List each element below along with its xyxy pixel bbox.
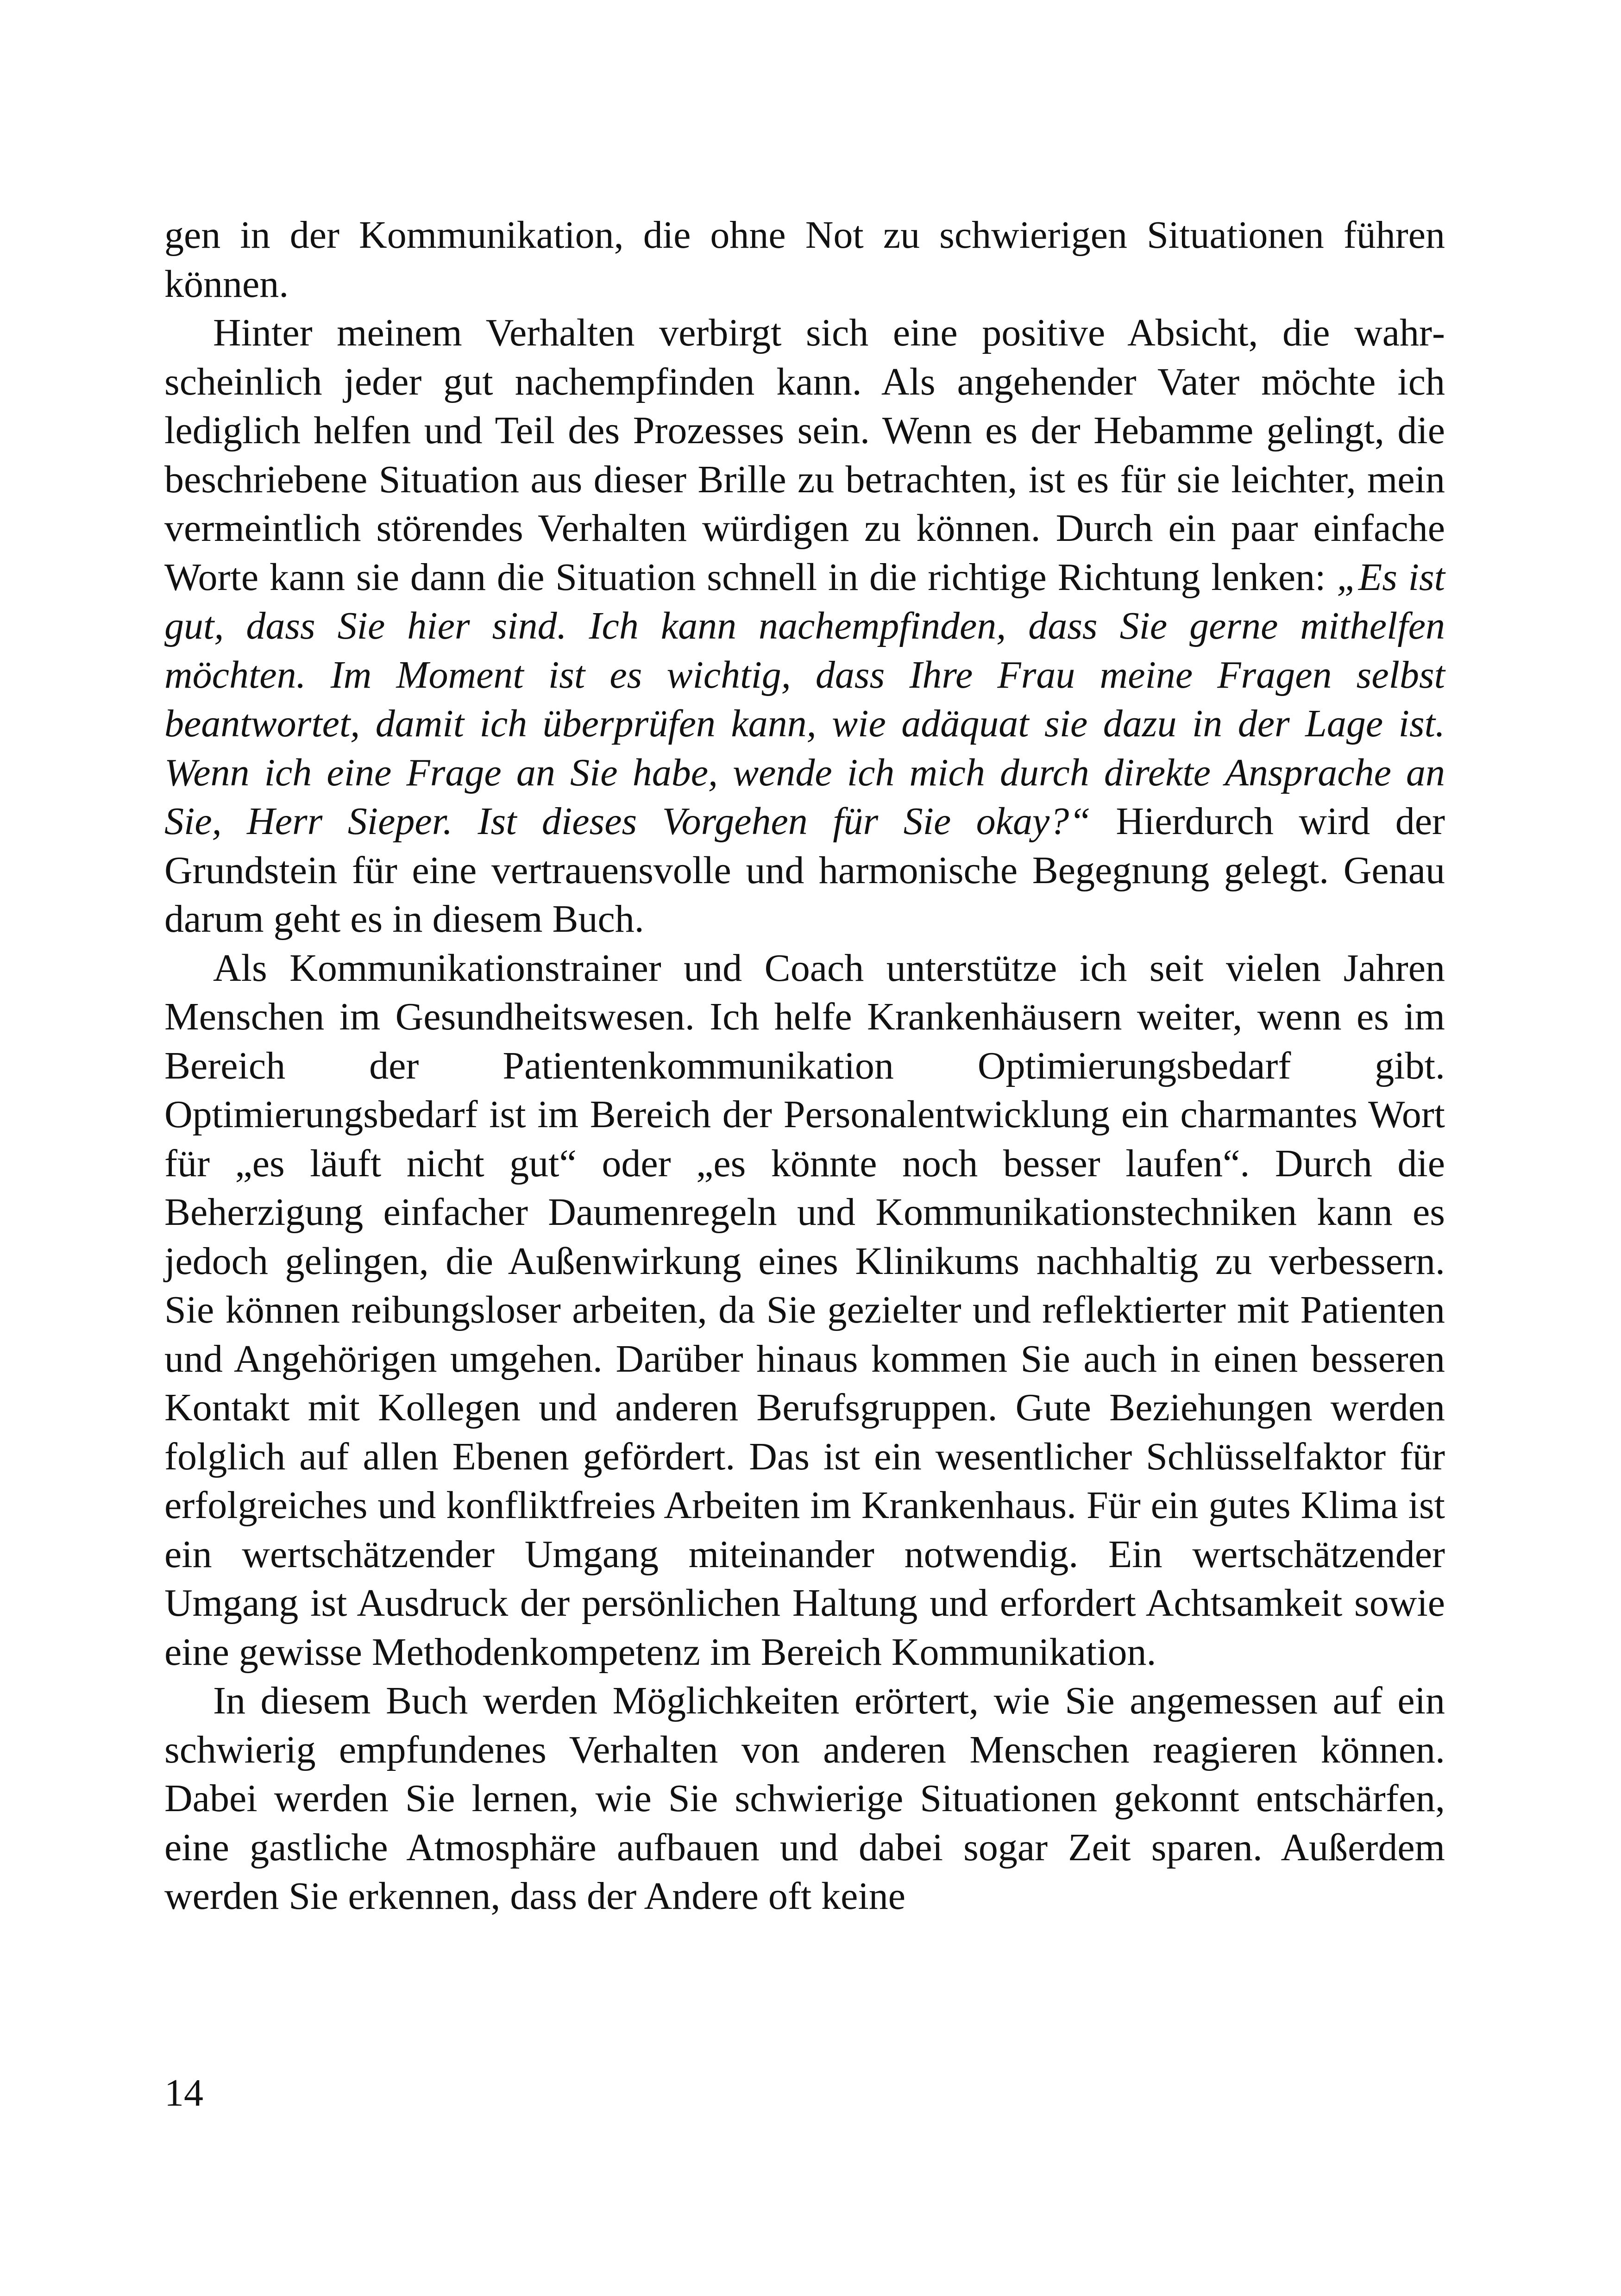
body-text [164,211,1445,1921]
text-run: Als Kommunikationstrainer und Coach unterstütze ich seit vielen Jahren Menschen im Gesundheitswesen. Ich helfe Krankenhäusern weiter, wenn es im Bereich der Patientenkommunikation Optimierungsbedarf gibt. Optimierungsbedarf ist im Bereich der Personalentwicklung ein charmantes Wort für „es läuft nicht gut“ oder „es könnte noch besser laufen“. Durch die Beherzigung einfacher Daumenregeln und Kommunikationstechniken kann es jedoch gelingen, die Außenwirkung eines Klinikums nachhaltig zu verbessern. Sie können reibungsloser arbeiten, da Sie gezielter und reflektierter mit Patienten und Angehörigen umgehen. Darüber hinaus kommen Sie auch in einen besseren Kontakt mit Kollegen und anderen Berufsgruppen. Gute Beziehungen werden folglich auf allen Ebenen gefördert. Das ist ein wesentlicher Schlüsselfaktor für erfolgreiches und konfliktfreies Arbeiten im Krankenhaus. Für ein gutes Klima ist ein wertschätzender Umgang miteinander notwendig. Ein wertschätzender Umgang ist Ausdruck der persönlichen Haltung und erfordert Achtsamkeit sowie eine gewisse Methodenkompetenz im Bereich Kommunikation. [164,946,1445,1674]
page-number: 14 [164,2071,203,2114]
text-run: Hierdurch wird der Grundstein für eine vertrauensvolle und harmonische Begegnung gelegt. Genau darum geht es in diesem Buch. [164,800,1445,941]
paragraph-2 [164,308,1445,944]
text-run: In diesem Buch werden Möglichkeiten erörtert, wie Sie angemessen auf ein schwierig empfundenes Verhalten von anderen Menschen reagieren können. Dabei werden Sie lernen, wie Sie schwierige Situationen gekonnt entschärfen, eine gastliche Atmosphäre aufbauen und dabei sogar Zeit sparen. Außerdem werden Sie erkennen, dass der Andere oft keine [164,1679,1445,1918]
text-run: gen in der Kommunikation, die ohne Not zu schwierigen Situationen führen können. [164,213,1445,306]
quote-text: „Es ist gut, dass Sie hier sind. Ich kann nachempfinden, dass Sie gerne mithelfen möchten. Im Moment ist es wichtig, dass Ihre Frau meine Fragen selbst beantwortet, damit ich überprüfen kann, wie adäquat sie dazu in der Lage ist. Wenn ich eine Frage an Sie habe, wende ich mich durch direkte Ansprache an Sie, Herr Sieper. Ist dieses Vorgehen für Sie okay?“ [164,555,1445,843]
paragraph-4 [164,1676,1445,1921]
text-run: Hinter meinem Verhalten verbirgt sich eine positive Absicht, die wahrscheinlich jeder gut nachempfinden kann. Als angehender Vater möchte ich lediglich helfen und Teil des Prozesses sein. Wenn es der Hebamme gelingt, die beschriebene Situation aus dieser Brille zu betrachten, ist es für sie leichter, mein vermeintlich störendes Verhalten würdigen zu können. Durch ein paar einfache Worte kann sie dann die Situation schnell in die richtige Richtung lenken: [164,311,1445,599]
paragraph-3 [164,944,1445,1677]
paragraph-1 [164,211,1445,308]
